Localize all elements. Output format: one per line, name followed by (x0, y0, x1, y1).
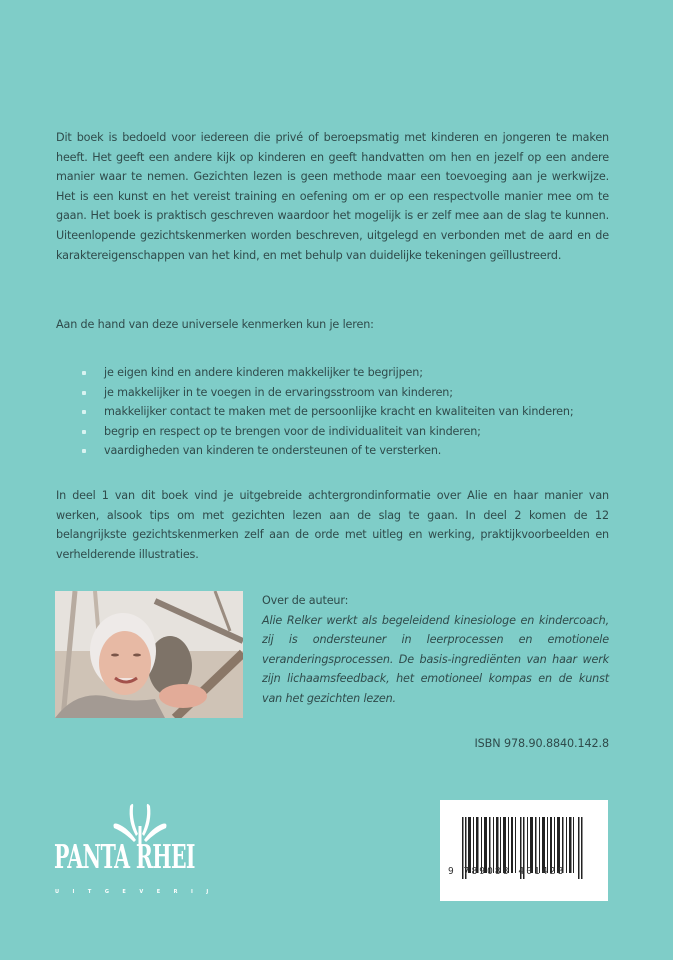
barcode (440, 800, 608, 901)
list-item: je makkelijker in te voegen in de ervaringsstroom van kinderen; (56, 383, 616, 403)
publisher-subtitle: UITGEVERIJ (55, 889, 222, 895)
author-bio: Alie Relker werkt als begeleidend kinesiologe en kindercoach, zij is ondersteuner in leerprocessen en emotionele veranderingsprocessen. De basis-ingrediënten van haar werk zijn lichaamsfeedback, het emotioneel kompas en de kunst van het gezichten lezen. (262, 613, 609, 705)
bullet-icon (82, 430, 86, 434)
learn-list (56, 363, 616, 461)
author-heading: Over de auteur: (262, 594, 349, 607)
learn-lead: Aan de hand van deze universele kenmerken kun je leren: (56, 318, 374, 331)
intro-paragraph: Dit boek is bedoeld voor iedereen die privé of beroepsmatig met kinderen en jongeren te maken heeft. Het geeft een andere kijk op kinderen en geeft handvatten om hen en jezelf op een andere manier waar te nemen. Gezichten lezen is geen methode maar een toevoeging aan je werkwijze. Het is een kunst en het vereist training en oefening om er op een respectvolle manier mee om te gaan. Het boek is praktisch geschreven waardoor het mogelijk is er zelf mee aan de slag te kunnen. Uiteenlopende gezichtskenmerken worden beschreven, uitgelegd en verbonden met de aard en de karaktereigenschappen van het kind, en met behulp van duidelijke tekeningen geïllustreerd. (56, 131, 609, 262)
bullet-icon (82, 410, 86, 414)
bullet-icon (82, 391, 86, 395)
author-photo (55, 591, 243, 718)
bullet-icon (82, 449, 86, 453)
bullet-icon (82, 371, 86, 375)
contents-paragraph: In deel 1 van dit boek vind je uitgebreide achtergrondinformatie over Alie en haar manier van werken, alsook tips om met gezichten lezen aan de slag te gaan. In deel 2 komen de 12 belangrijkste gezichtskenmerken zelf aan de orde met uitleg en werking, praktijkvoorbeelden en verhelderende illustraties. (56, 489, 609, 561)
author-section (262, 591, 609, 709)
list-item: vaardigheden van kinderen te ondersteunen of te versterken. (56, 441, 616, 461)
publisher-logo (52, 800, 228, 912)
publisher-name: PANTA RHEI (54, 837, 195, 876)
author-portrait-image (55, 591, 243, 718)
list-item: begrip en respect op te brengen voor de individualiteit van kinderen; (56, 422, 616, 442)
list-item: je eigen kind en andere kinderen makkelijker te begrijpen; (56, 363, 616, 383)
barcode-digits: 9 789088 401428 (448, 866, 566, 877)
isbn-label: ISBN 978.90.8840.142.8 (474, 737, 609, 750)
list-item: makkelijker contact te maken met de persoonlijke kracht en kwaliteiten van kinderen; (56, 402, 616, 422)
